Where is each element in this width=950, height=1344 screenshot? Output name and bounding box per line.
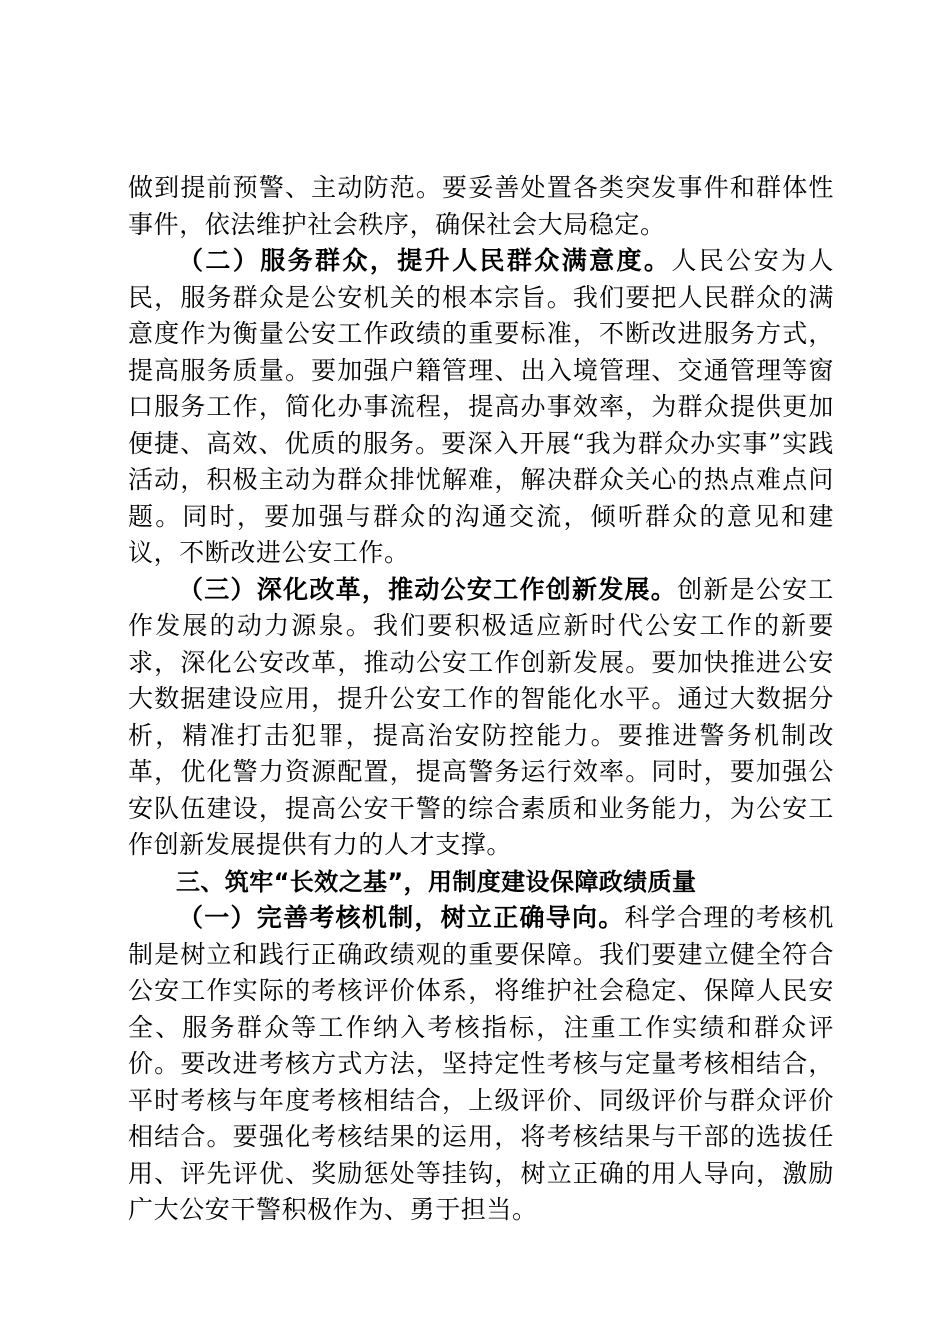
paragraph-lead-heading: （一）完善考核机制，树立正确导向。 [178, 903, 625, 932]
section-heading: 三、筑牢“长效之基”，用制度建设保障政绩质量 [176, 867, 697, 896]
paragraph-assessment-mechanism [128, 900, 834, 1229]
continuation-paragraph [128, 170, 834, 243]
paragraph-text: 人民公安为人民，服务群众是公安机关的根本宗旨。我们要把人民群众的满意度作为衡量公安工作政绩的重要标准，不断改进服务方式，提高服务质量。要加强户籍管理、出入境管理、交通管理等窗口服务工作，简化办事流程，提高办事效率，为群众提供更加便捷、高效、优质的服务。要深入开展“我为群众办实事”实践活动，积极主动为群众排忧解难，解决群众关心的热点难点问题。同时，要加强与群众的沟通交流，倾听群众的意见和建议，不断改进公安工作。 [128, 246, 834, 567]
paragraph-text: 做到提前预警、主动防范。要妥善处置各类突发事件和群体性事件，依法维护社会秩序，确保社会大局稳定。 [128, 173, 834, 239]
document-body [128, 170, 834, 1229]
paragraph-lead-heading: （二）服务群众，提升人民群众满意度。 [178, 246, 672, 275]
paragraph-deepen-reform [128, 572, 834, 864]
paragraph-serve-public [128, 243, 834, 572]
paragraph-text: 科学合理的考核机制是树立和践行正确政绩观的重要保障。我们要建立健全符合公安工作实际的考核评价体系，将维护社会稳定、保障人民安全、服务群众等工作纳入考核指标，注重工作实绩和群众评价。要改进考核方式方法，坚持定性考核与定量考核相结合，平时考核与年度考核相结合，上级评价、同级评价与群众评价相结合。要强化考核结果的运用，将考核结果与干部的选拔任用、评先评优、奖励惩处等挂钩，树立正确的用人导向，激励广大公安干警积极作为、勇于担当。 [128, 903, 834, 1224]
paragraph-lead-heading: （三）深化改革，推动公安工作创新发展。 [178, 574, 678, 604]
paragraph-text: 创新是公安工作发展的动力源泉。我们要积极适应新时代公安工作的新要求，深化公安改革，推动公安工作创新发展。要加快推进公安大数据建设应用，提升公安工作的智能化水平。通过大数据分析，精准打击犯罪，提高治安防控能力。要推进警务机制改革，优化警力资源配置，提高警务运行效率。同时，要加强公安队伍建设，提高公安干警的综合素质和业务能力，为公安工作创新发展提供有力的人才支撑。 [128, 574, 834, 859]
